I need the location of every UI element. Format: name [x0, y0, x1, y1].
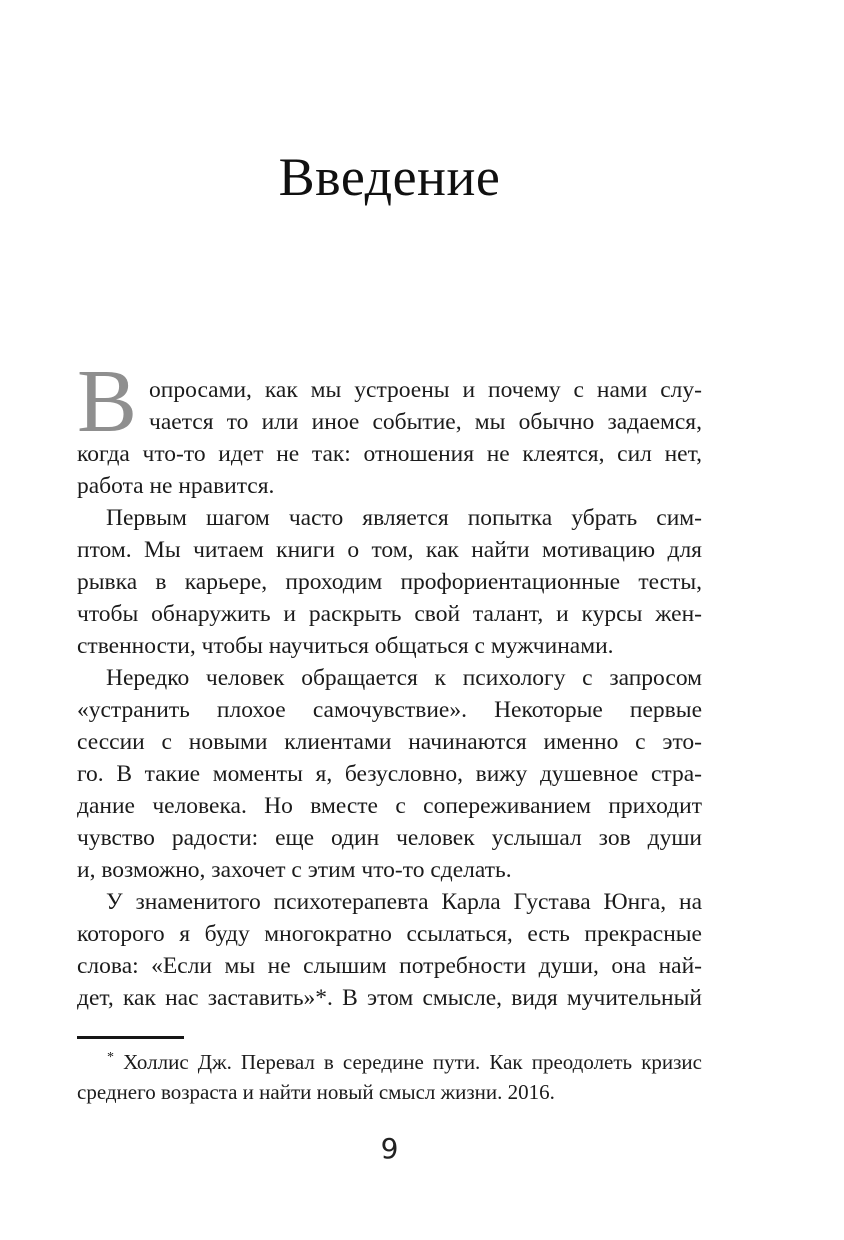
footnote-text: [77, 1047, 702, 1107]
paragraph-2: [77, 502, 702, 662]
footnote-separator: [77, 1036, 184, 1039]
text-line: дет, как нас заставить»*. В этом смысле, видя мучительный: [77, 985, 702, 1011]
text-line: слова: «Если мы не слышим потребности души, она най-: [77, 953, 702, 979]
text-line: птом. Мы читаем книги о том, как найти мотивацию для: [77, 537, 702, 563]
footnote-line-text: Холлис Дж. Перевал в середине пути. Как преодолеть кризис: [123, 1050, 702, 1074]
text-line: работа не нравится.: [77, 473, 275, 499]
chapter-title: Введение: [278, 147, 501, 207]
text-line: и, возможно, захочет с этим что-то сделать.: [77, 857, 512, 883]
text-line: У знаменитого психотерапевта Карла Густава Юнга, на: [106, 889, 702, 915]
text-line: ственности, чтобы научиться общаться с мужчинами.: [77, 633, 614, 659]
text-line: чувство радости: еще один человек услышал зов души: [77, 825, 702, 851]
text-line: Нередко человек обращается к психологу с запросом: [106, 665, 702, 691]
text-line: чается то или иное событие, мы обычно задаемся,: [149, 409, 702, 435]
paragraph-1: [77, 352, 702, 502]
footnote-marker: *: [107, 1050, 114, 1065]
text-line: чтобы обнаружить и раскрыть свой талант, и курсы жен-: [77, 601, 702, 627]
page-number: 9: [380, 1132, 399, 1165]
text-line: дание человека. Но вместе с сопереживанием приходит: [77, 793, 702, 819]
text-line: когда что-то идет не так: отношения не клеятся, сил нет,: [77, 441, 702, 467]
footnote: [77, 1036, 702, 1107]
text-line: Первым шагом часто является попытка убрать сим-: [106, 505, 702, 531]
body-text: [77, 352, 702, 1014]
paragraph-3: [77, 662, 702, 886]
text-line: сессии с новыми клиентами начинаются именно с это-: [77, 729, 702, 755]
footnote-line: [77, 1047, 702, 1077]
text-line: опросами, как мы устроены и почему с нами слу-: [149, 377, 702, 403]
drop-cap: В: [77, 352, 138, 451]
text-line: рывка в карьере, проходим профориентационные тесты,: [77, 569, 702, 595]
text-block: [77, 0, 702, 1107]
footnote-line: среднего возраста и найти новый смысл жизни. 2016.: [77, 1080, 555, 1104]
text-line: го. В такие моменты я, безусловно, вижу душевное стра-: [77, 761, 702, 787]
paragraph-4: [77, 886, 702, 1014]
text-line: которого я буду многократно ссылаться, есть прекрасные: [77, 921, 702, 947]
text-line: «устранить плохое самочувствие». Некоторые первые: [77, 697, 702, 723]
